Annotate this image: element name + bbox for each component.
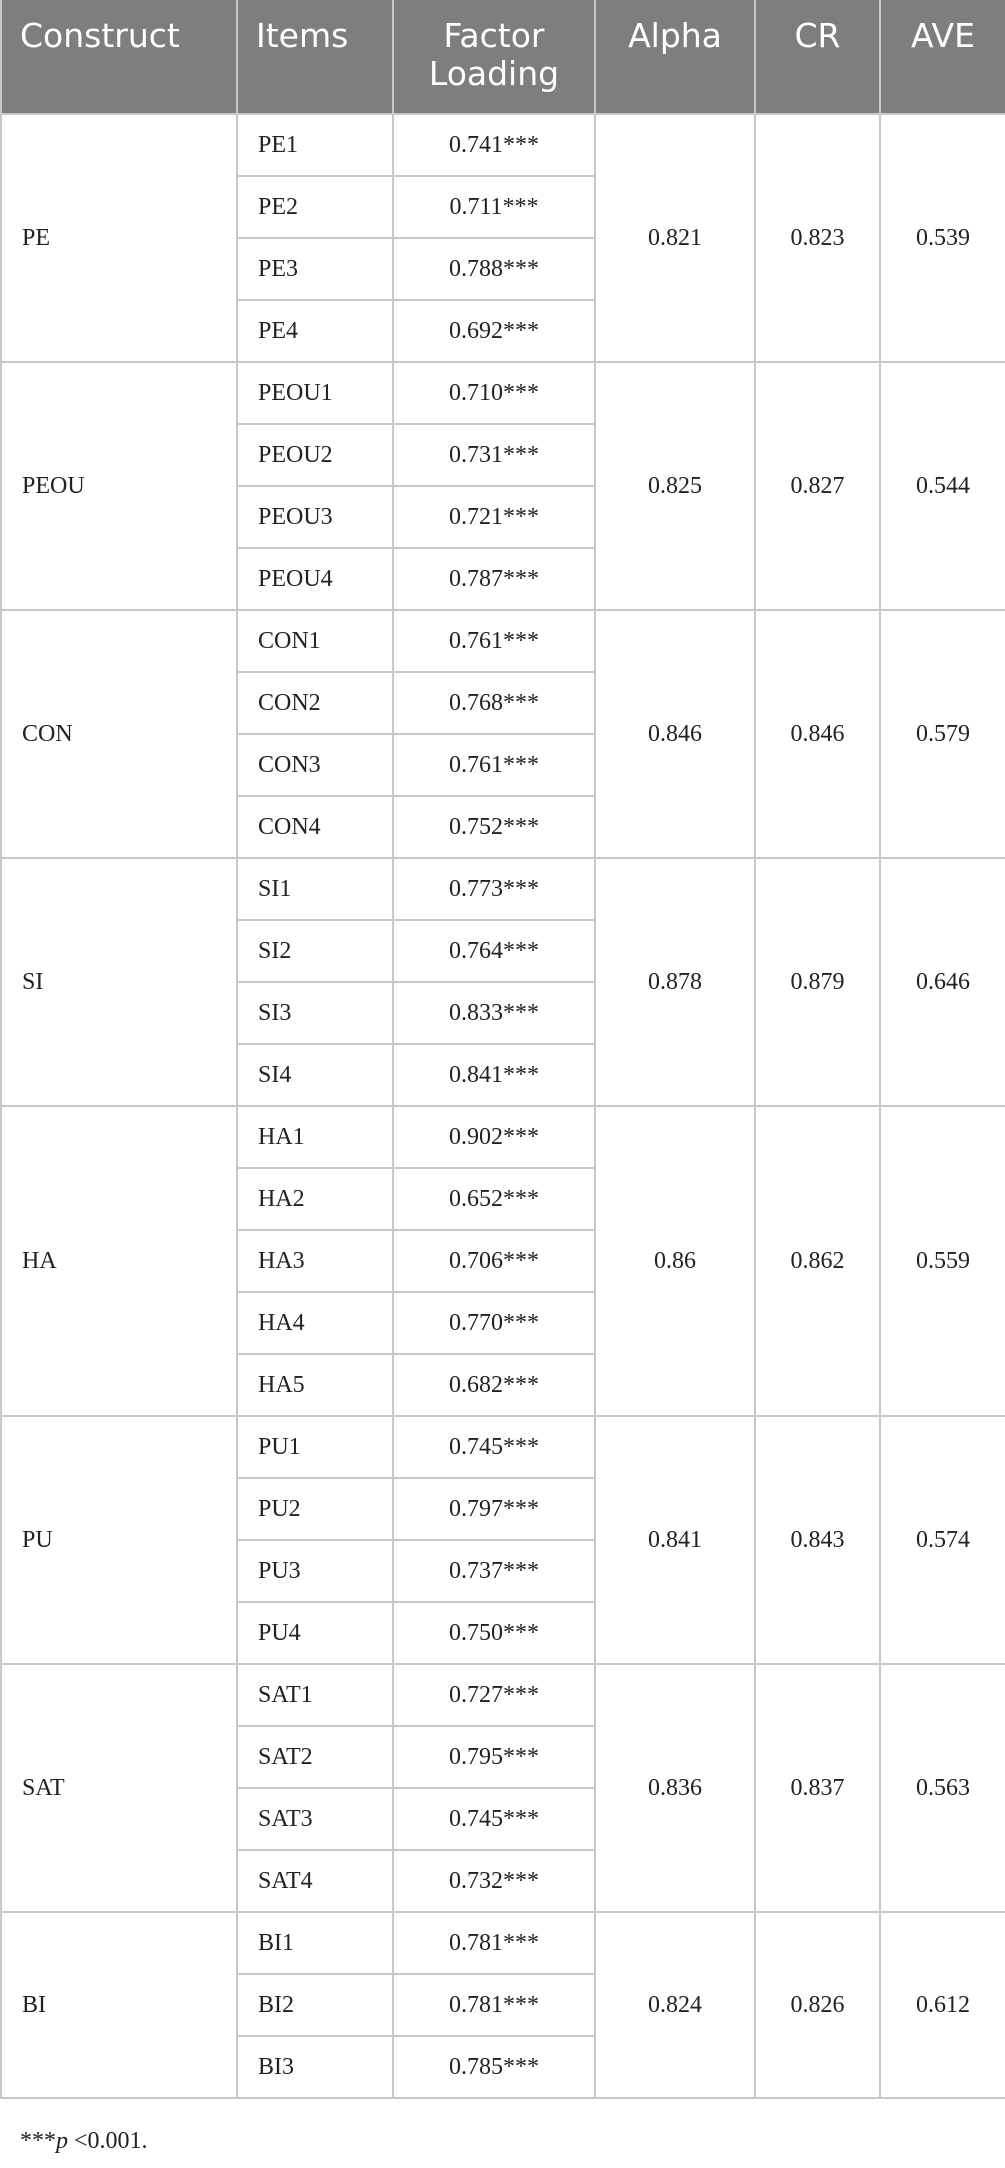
item-cell: HA5	[237, 1354, 393, 1416]
cr-cell: 0.846	[755, 610, 880, 858]
item-cell: PE3	[237, 238, 393, 300]
item-cell: PEOU4	[237, 548, 393, 610]
factor-loading-cell: 0.741***	[393, 114, 595, 176]
factor-loading-cell: 0.833***	[393, 982, 595, 1044]
construct-cell: SAT	[1, 1664, 237, 1912]
item-cell: CON4	[237, 796, 393, 858]
item-cell: SAT1	[237, 1664, 393, 1726]
construct-cell: SI	[1, 858, 237, 1106]
footnote-stars: ***	[20, 2128, 56, 2154]
item-cell: HA3	[237, 1230, 393, 1292]
item-cell: SI3	[237, 982, 393, 1044]
item-cell: CON1	[237, 610, 393, 672]
factor-loading-cell: 0.788***	[393, 238, 595, 300]
factor-loading-cell: 0.797***	[393, 1478, 595, 1540]
item-cell: HA2	[237, 1168, 393, 1230]
factor-loading-cell: 0.787***	[393, 548, 595, 610]
table-row	[1, 1106, 1005, 1168]
cr-cell: 0.879	[755, 858, 880, 1106]
alpha-cell: 0.836	[595, 1664, 755, 1912]
header-alpha: Alpha	[595, 0, 755, 114]
factor-loading-cell: 0.781***	[393, 1912, 595, 1974]
table-row	[1, 1912, 1005, 1974]
factor-loading-cell: 0.773***	[393, 858, 595, 920]
item-cell: CON3	[237, 734, 393, 796]
table-footnote	[20, 2128, 148, 2155]
factor-loading-cell: 0.727***	[393, 1664, 595, 1726]
item-cell: SI4	[237, 1044, 393, 1106]
item-cell: PEOU2	[237, 424, 393, 486]
table-row	[1, 1416, 1005, 1478]
cr-cell: 0.823	[755, 114, 880, 362]
cr-cell: 0.862	[755, 1106, 880, 1416]
alpha-cell: 0.824	[595, 1912, 755, 2098]
factor-loading-cell: 0.795***	[393, 1726, 595, 1788]
ave-cell: 0.612	[880, 1912, 1005, 2098]
item-cell: HA4	[237, 1292, 393, 1354]
item-cell: PE1	[237, 114, 393, 176]
item-cell: SAT2	[237, 1726, 393, 1788]
factor-loading-cell: 0.731***	[393, 424, 595, 486]
factor-loading-cell: 0.652***	[393, 1168, 595, 1230]
item-cell: SI1	[237, 858, 393, 920]
item-cell: PE4	[237, 300, 393, 362]
cr-cell: 0.843	[755, 1416, 880, 1664]
footnote-p: p	[56, 2128, 68, 2154]
item-cell: PU2	[237, 1478, 393, 1540]
ave-cell: 0.563	[880, 1664, 1005, 1912]
item-cell: PE2	[237, 176, 393, 238]
factor-loading-cell: 0.752***	[393, 796, 595, 858]
cr-cell: 0.827	[755, 362, 880, 610]
item-cell: SI2	[237, 920, 393, 982]
factor-loading-cell: 0.902***	[393, 1106, 595, 1168]
table-row	[1, 1664, 1005, 1726]
header-items: Items	[237, 0, 393, 114]
item-cell: PU3	[237, 1540, 393, 1602]
factor-loading-cell: 0.841***	[393, 1044, 595, 1106]
factor-loading-cell: 0.711***	[393, 176, 595, 238]
factor-loading-cell: 0.768***	[393, 672, 595, 734]
factor-loading-cell: 0.737***	[393, 1540, 595, 1602]
header-cr: CR	[755, 0, 880, 114]
factor-loading-cell: 0.745***	[393, 1416, 595, 1478]
construct-cell: PE	[1, 114, 237, 362]
item-cell: CON2	[237, 672, 393, 734]
table-row	[1, 858, 1005, 920]
factor-loading-cell: 0.761***	[393, 610, 595, 672]
table-body	[1, 114, 1005, 2098]
header-factor-loading: Factor Loading	[393, 0, 595, 114]
ave-cell: 0.559	[880, 1106, 1005, 1416]
construct-cell: PU	[1, 1416, 237, 1664]
item-cell: PU1	[237, 1416, 393, 1478]
construct-cell: BI	[1, 1912, 237, 2098]
table-header	[1, 0, 1005, 114]
item-cell: PEOU1	[237, 362, 393, 424]
factor-loading-cell: 0.770***	[393, 1292, 595, 1354]
header-ave: AVE	[880, 0, 1005, 114]
table-row	[1, 114, 1005, 176]
factor-loading-cell: 0.682***	[393, 1354, 595, 1416]
alpha-cell: 0.821	[595, 114, 755, 362]
factor-loading-cell: 0.692***	[393, 300, 595, 362]
factor-loading-cell: 0.785***	[393, 2036, 595, 2098]
factor-loading-cell: 0.761***	[393, 734, 595, 796]
item-cell: BI3	[237, 2036, 393, 2098]
ave-cell: 0.544	[880, 362, 1005, 610]
factor-loading-cell: 0.721***	[393, 486, 595, 548]
ave-cell: 0.574	[880, 1416, 1005, 1664]
cr-cell: 0.837	[755, 1664, 880, 1912]
item-cell: BI1	[237, 1912, 393, 1974]
construct-cell: CON	[1, 610, 237, 858]
alpha-cell: 0.841	[595, 1416, 755, 1664]
item-cell: HA1	[237, 1106, 393, 1168]
alpha-cell: 0.825	[595, 362, 755, 610]
factor-loading-cell: 0.764***	[393, 920, 595, 982]
alpha-cell: 0.86	[595, 1106, 755, 1416]
item-cell: BI2	[237, 1974, 393, 2036]
factor-loading-cell: 0.732***	[393, 1850, 595, 1912]
alpha-cell: 0.878	[595, 858, 755, 1106]
factor-loading-cell: 0.750***	[393, 1602, 595, 1664]
header-construct: Construct	[1, 0, 237, 114]
factor-loading-cell: 0.710***	[393, 362, 595, 424]
footnote-text: <0.001.	[68, 2128, 148, 2154]
table-row	[1, 362, 1005, 424]
header-row	[1, 0, 1005, 114]
table-row	[1, 610, 1005, 672]
factor-loading-cell: 0.706***	[393, 1230, 595, 1292]
construct-cell: HA	[1, 1106, 237, 1416]
ave-cell: 0.579	[880, 610, 1005, 858]
ave-cell: 0.646	[880, 858, 1005, 1106]
item-cell: PEOU3	[237, 486, 393, 548]
factor-loading-cell: 0.745***	[393, 1788, 595, 1850]
item-cell: PU4	[237, 1602, 393, 1664]
cr-cell: 0.826	[755, 1912, 880, 2098]
construct-cell: PEOU	[1, 362, 237, 610]
ave-cell: 0.539	[880, 114, 1005, 362]
item-cell: SAT4	[237, 1850, 393, 1912]
alpha-cell: 0.846	[595, 610, 755, 858]
factor-loading-cell: 0.781***	[393, 1974, 595, 2036]
item-cell: SAT3	[237, 1788, 393, 1850]
